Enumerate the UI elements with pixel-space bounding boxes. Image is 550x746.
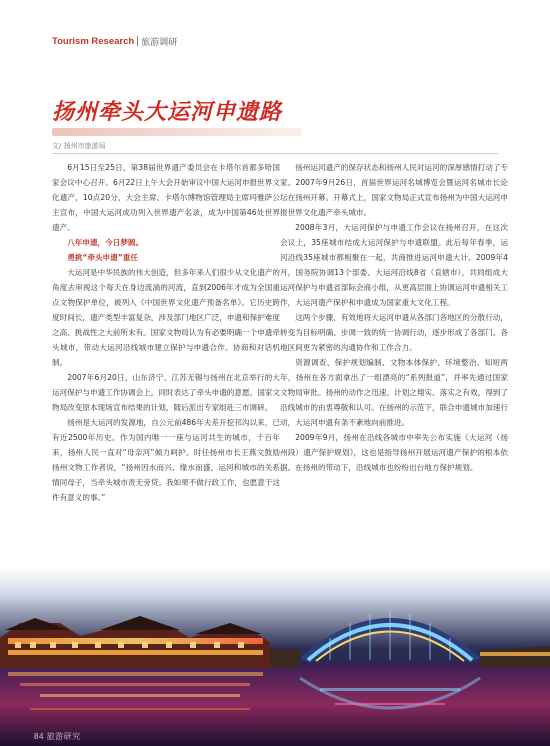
page-header: [52, 34, 177, 48]
left-column: [52, 160, 280, 505]
section-title-en: Tourism Research: [52, 35, 135, 47]
subheading: 勇挑“牵头申遗”重任: [67, 253, 138, 262]
page-footer: 84 旅游研究: [34, 732, 81, 741]
right-column: [280, 160, 508, 475]
section-title-cn: 旅游调研: [141, 37, 178, 48]
canal-night-illustration: [0, 568, 550, 746]
article-title-block: [52, 95, 312, 136]
author-name: 扬州市旅游局: [63, 142, 106, 150]
author-divider: [52, 153, 498, 154]
canal-night-photo: [0, 568, 550, 746]
body-paragraph: 大运河是中华民族的伟大创造，但多年来人们很少从文化遗产的角度去审视这个每天在身边流淌的河流，直到2006年才成为全国重点文物保护单位，被列入《中国世界文化遗产预备名单》。它历史跨度时间长，遗产类型丰富复杂，涉及部门地区广泛，申遗和保护难度之高、挑战性之大前所未有。国家文物局认为有必要明确一个申遗牵头城市，带动大运河沿线城市建立保护与申遗合作、协商和对话机制。: [52, 268, 280, 367]
author-line: [52, 141, 106, 151]
title-underline: [52, 128, 302, 136]
body-paragraph: 扬州是大运河的发源地，自公元前486年夫差开挖邗沟以来，已有近2500年历史。作为国内唯一一座与运河共生的城市，千百年来，扬州人民一直对“母亲河”倾力呵护。时任扬州市长王燕文鼓励扬州文物工作者说，“扬州因水而兴、缘水而盛，运河和城市的关系情同母子，当牵头城市责无旁贷。我如果不做行政工作，也愿意干这件有意义的事。”: [52, 418, 280, 502]
body-paragraph: 2007年6月20日，山东济宁、江苏无锡与扬州在北京举行的大运河保护与申遗工作协调会上，同时表达了牵头申遗的意愿。国家文物局改变原本现场宣布结果的计划，随后派出专家组赴三市调研。: [52, 373, 280, 412]
body-paragraph: 6月15日至25日，第38届世界遗产委员会在卡塔尔首都多哈国家会议中心召开。6月22日上午大会开始审议中国大运河申报世界文化遗产，10点20分，大会主席、卡塔尔博物馆管理局主席玛雅萨公主宣布，中国大运河成功列入世界遗产名录，成为中国第46处世界遗产。: [52, 163, 280, 232]
body-paragraph: 资源调查、保护规划编制、文物本体保护、环境整治、知短两年，扬州在各方面拿出了一组漂亮的“系列报道”，并率先通过国家文物局审批。扬州的动作之迅速、计划之翔实、落实之有效，得到了沿线城市的由衷尊敬和认可。在扬州的示范下，联合申遗城市加速行动，大运河申遗有条不紊地向前推进。: [280, 358, 508, 427]
subheading: 八年申遗，今日梦圆。: [67, 238, 144, 247]
body-paragraph: 2008年3月，大运河保护与申遗工作会议在扬州召开，在这次会议上，35座城市结成大运河保护与申遗联盟。此后每年春季，运河沿线35座城市都相聚在一起，共商推进运河申遗大计。2009年4月，国务院协调13个部委、大运河沿线8省（直辖市），共同组成大运河保护与申遗省部际会商小组，从更高层面上协调运河申遗相关工作，大运河遗产保护和申遗成为国家重大文化工程。: [280, 223, 508, 307]
article-title: 扬州牵头大运河申遗路: [52, 100, 283, 125]
body-paragraph: 这两个步骤，有效地将大运河申遗从各部门各地区的分散行动，转变为目标明确、步调一致的统一协调行动，逐步形成了各部门、各地区间更为紧密的沟通协作和工作合力。: [280, 313, 508, 352]
body-paragraph: 2009年9月，扬州在沿线各城市中率先公布实施《大运河（扬州段）遗产保护规划》，这也是指导扬州开展运河遗产保护的根本依据。在扬州的带动下，沿线城市也纷纷出台地方保护规划。: [280, 433, 508, 472]
body-paragraph: 扬州运河遗产的保存状态和扬州人民对运河的深厚感情打动了专家。2007年9月26日，首届世界运河名城博览会暨运河名城市长论坛在扬州开幕。开幕式上，国家文物局正式宣布扬州为中国大运河申报世界文化遗产牵头城市。: [280, 163, 508, 217]
author-prefix: 文/: [52, 142, 62, 150]
header-divider: [137, 36, 138, 46]
